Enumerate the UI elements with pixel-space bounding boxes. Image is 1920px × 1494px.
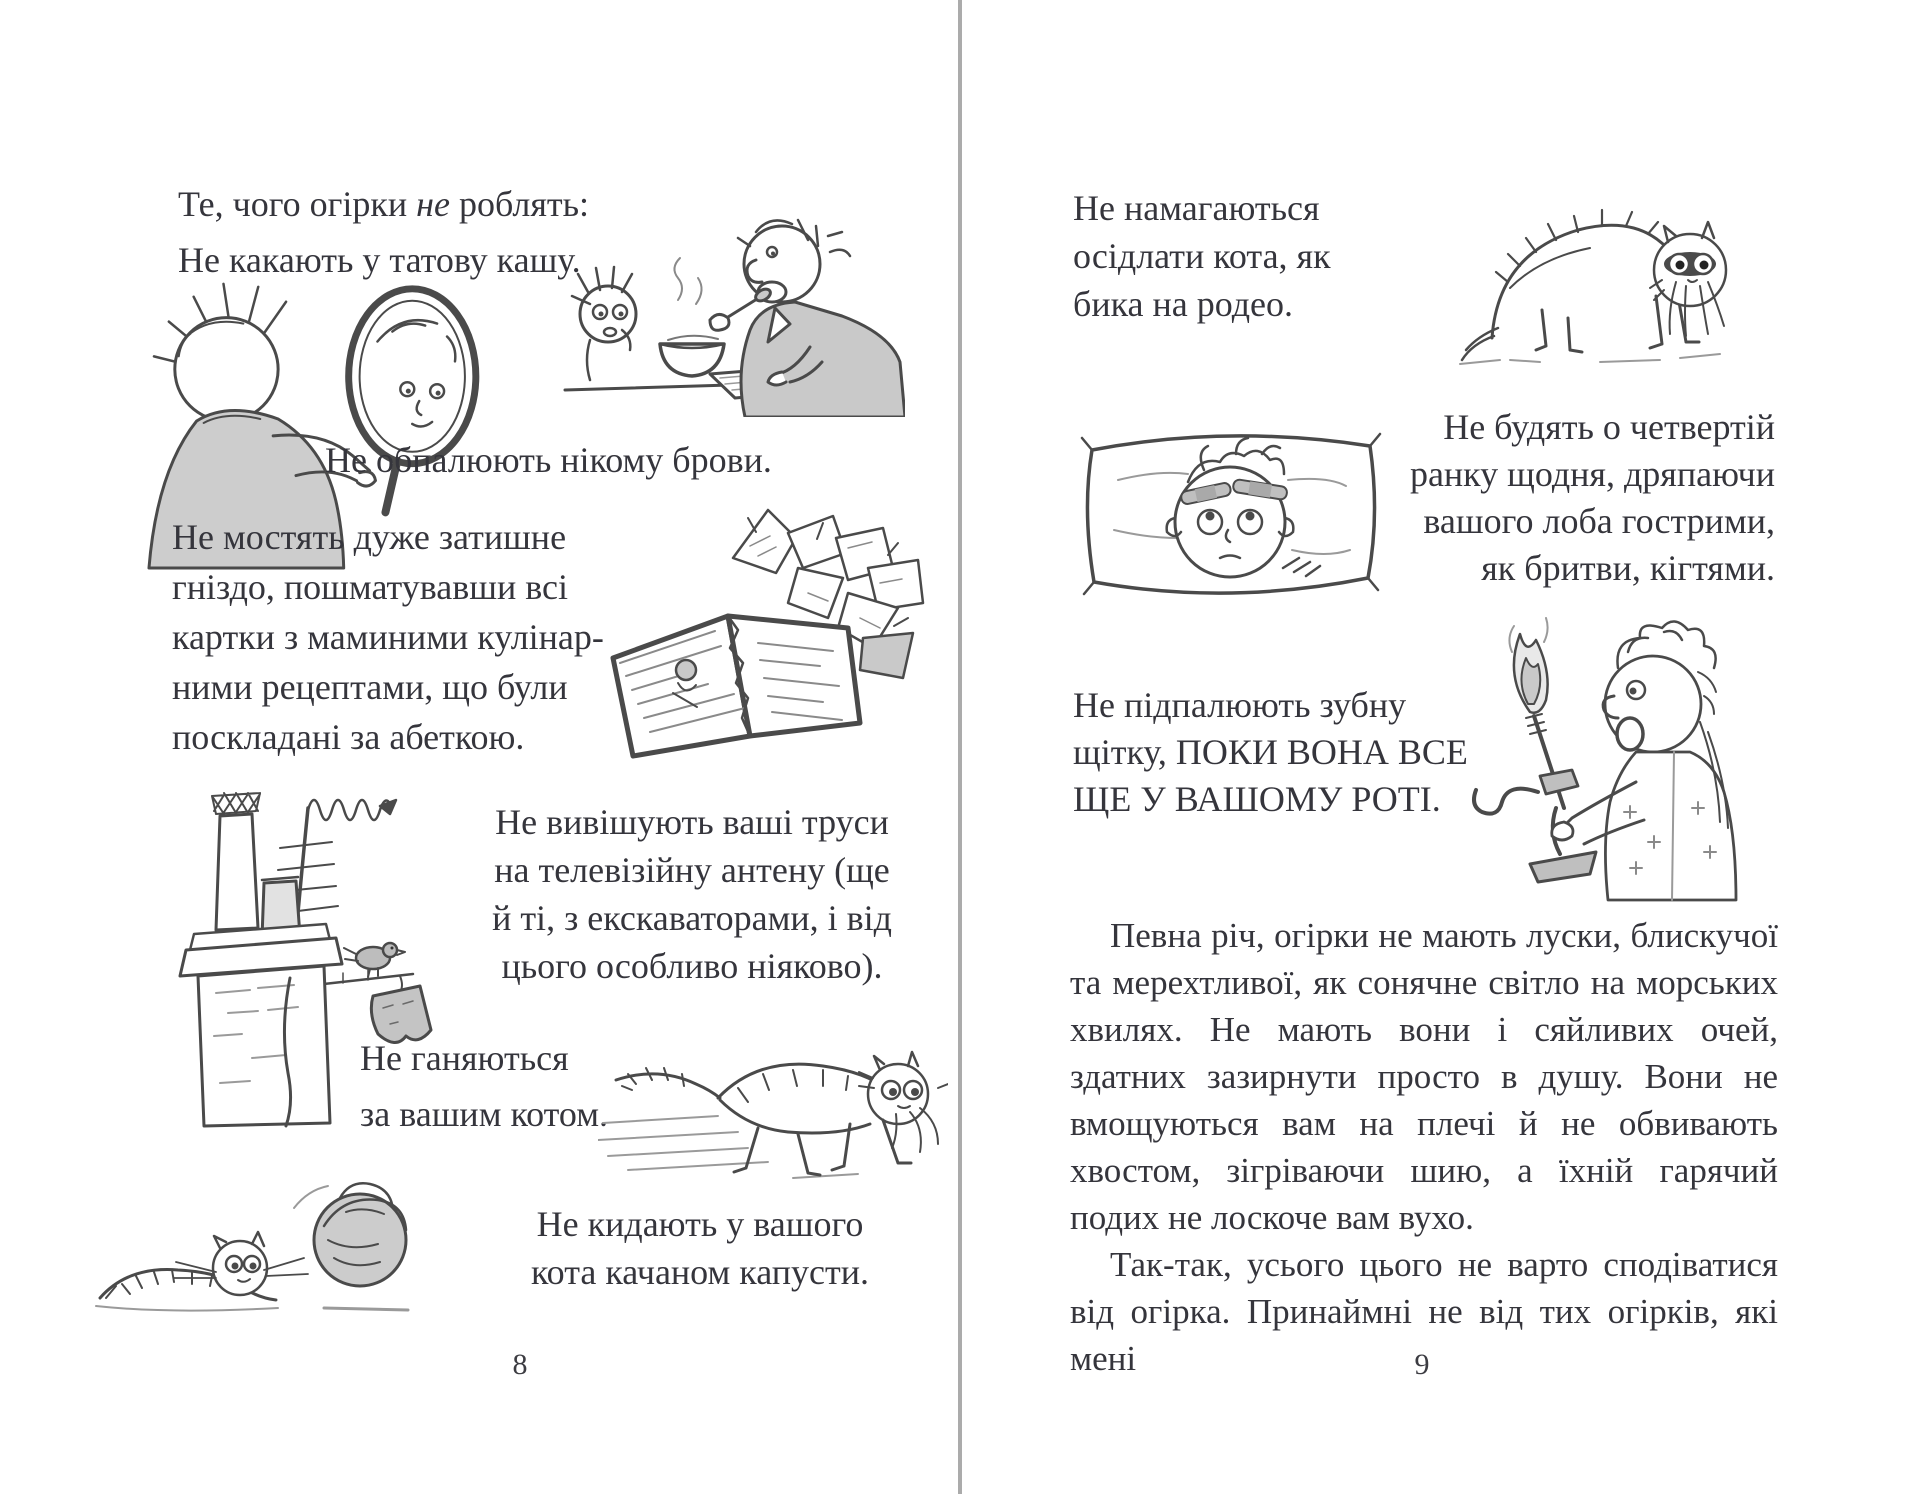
text-line: як бритви, кігтями. [1481, 548, 1775, 588]
text-line: Не будять о четвертій [1443, 407, 1775, 447]
dad-eating-porridge-illustration [560, 212, 905, 417]
item-nest [172, 512, 604, 762]
text-line: Не вивішують ваші труси [495, 802, 889, 842]
item-chase [360, 1030, 608, 1142]
shredded-recipe-book-illustration [598, 498, 928, 763]
item-toothbrush [1073, 682, 1468, 823]
text-line: кота качаном капусти. [531, 1252, 869, 1292]
text-line: картки з маминими кулінар- [172, 617, 604, 657]
item-rodeo [1073, 184, 1331, 328]
item-underwear [472, 798, 912, 990]
boy-in-bed-with-plasters-illustration [1078, 410, 1383, 605]
text-line: гніздо, пошматувавши всі [172, 567, 568, 607]
running-cat-illustration [598, 1028, 948, 1188]
boy-with-burning-toothbrush-illustration [1468, 612, 1758, 902]
text-line: Не мостять дуже затишне [172, 517, 567, 557]
text-line: й ті, з екскаваторами, і від [492, 898, 892, 938]
text-line: поскладані за абеткою. [172, 717, 525, 757]
text-line: бика на родео. [1073, 284, 1294, 324]
text-line: цього особливо ніяково). [501, 946, 883, 986]
text-line: за вашим котом. [360, 1094, 609, 1134]
heading-line-2: Не какають у татову кашу. [178, 240, 581, 280]
text-line: ЩЕ У ВАШОМУ РОТІ. [1073, 779, 1441, 819]
right-page-number: 9 [1414, 1348, 1430, 1381]
text-line: Не намагаються [1073, 188, 1320, 228]
text-line: Не обпалюють нікому брови. [325, 440, 772, 480]
heading-pre: Те, чого огірки [178, 184, 417, 224]
item-eyebrows [325, 435, 772, 485]
text-line: щітку, ПОКИ ВОНА ВСЕ [1073, 732, 1468, 772]
paragraph: Так-так, усього цього не варто сподіватися від огірка. Принаймні не від тих огірків, які мені [1070, 1245, 1778, 1378]
body-paragraphs [1070, 912, 1778, 1382]
text-line: вашого лоба гострими, [1423, 501, 1775, 541]
text-line: на телевізійну антену (ще [494, 850, 890, 890]
item-wake [1405, 404, 1775, 592]
page-gutter-divider [958, 0, 962, 1494]
text-line: Не підпалюють зубну [1073, 685, 1407, 725]
text-line: Не ганяються [360, 1038, 569, 1078]
item-cabbage [520, 1200, 880, 1296]
heading-line-1 [178, 176, 589, 232]
text-line: ранку щодня, дряпаючи [1409, 454, 1775, 494]
left-page-number: 8 [512, 1348, 528, 1381]
text-line: осідлати кота, як [1073, 236, 1331, 276]
frazzled-scared-cat-illustration [1450, 178, 1760, 368]
text-line: Не кидають у вашого [536, 1204, 864, 1244]
heading-post: роблять: [449, 184, 590, 224]
heading-emphasis: не [416, 184, 450, 224]
flattened-cat-with-cabbage-illustration [88, 1148, 473, 1333]
text-line: ними рецептами, що були [172, 667, 568, 707]
paragraph: Певна річ, огірки не мають луски, блискучої та мерехтливої, як сонячне світло на морських хвилях. Не мають вони і сяйливих очей, здатних зазирнути просто в душу. Вони не вмощуються вам на плечі й не обвивають хвостом, зігріваючи шию, а їхній гарячий подих не лоскоче вам вухо. [1070, 916, 1778, 1237]
